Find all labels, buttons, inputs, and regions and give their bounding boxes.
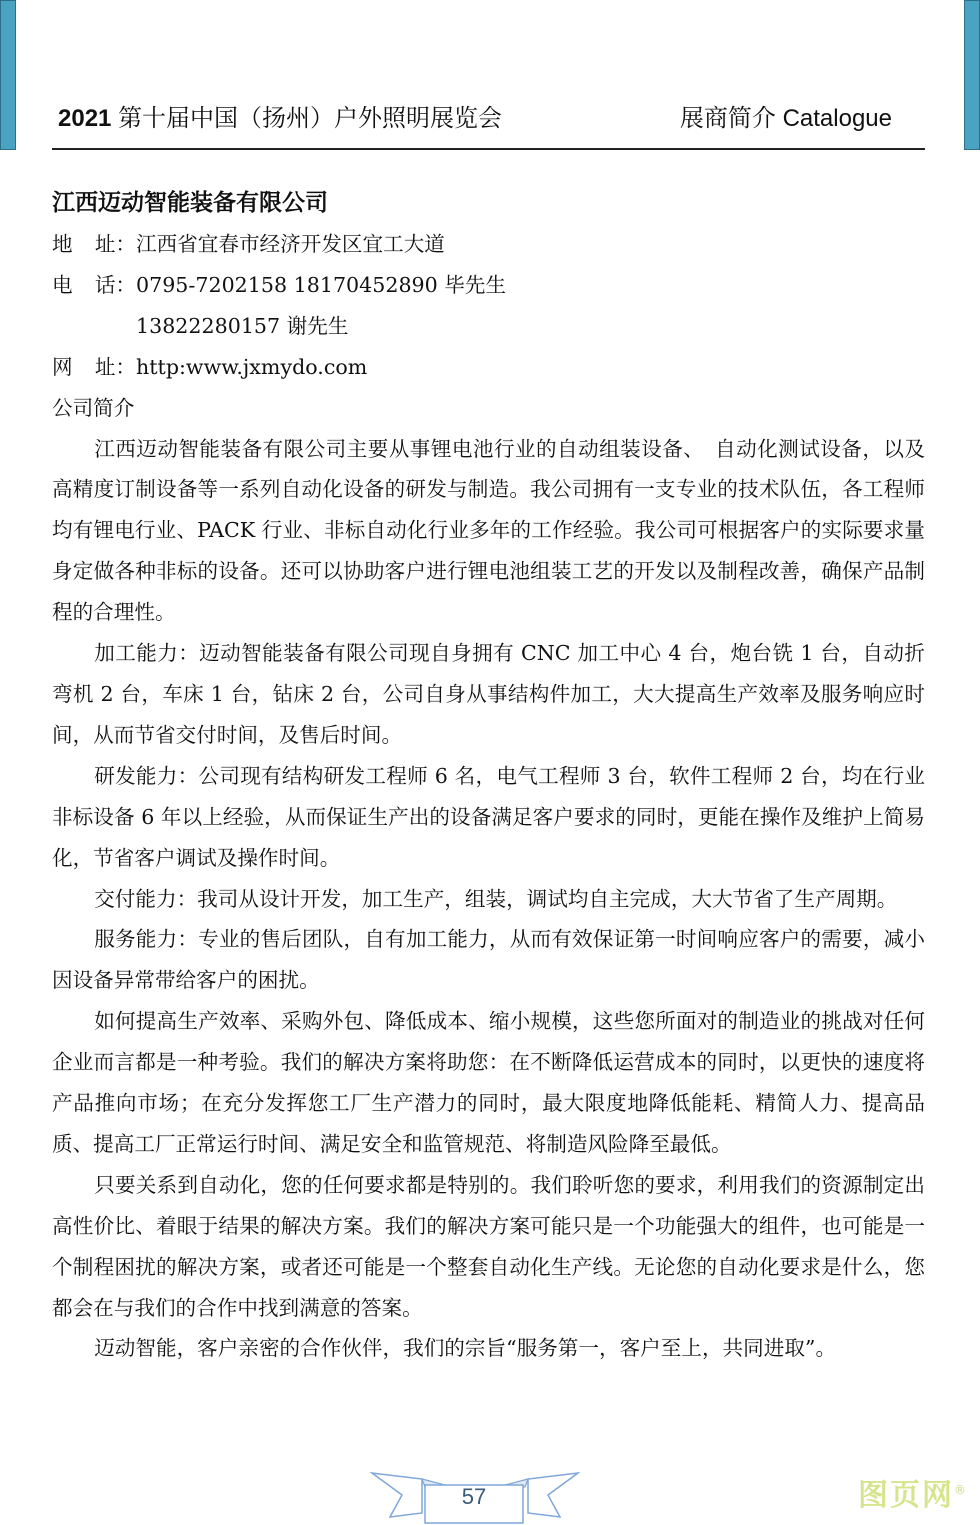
- address-row: [52, 224, 925, 265]
- intro-heading: 公司简介: [52, 395, 135, 420]
- phone-label: 电 话：: [52, 272, 136, 297]
- paragraph: 研发能力：公司现有结构研发工程师 6 名，电气工程师 3 台，软件工程师 2 台，均在行业非标设备 6 年以上经验，从而保证生产出的设备满足客户要求的同时，更能在操作及维护上简易化，节省客户调试及操作时间。: [52, 763, 925, 870]
- page-header: [58, 98, 892, 133]
- address-value: 江西省宜春市经济开发区宜工大道: [136, 232, 445, 256]
- website-row: [52, 347, 925, 388]
- paragraph: 加工能力：迈动智能装备有限公司现自身拥有 CNC 加工中心 4 台，炮台铣 1 台，自动折弯机 2 台，车床 1 台，钻床 2 台，公司自身从事结构件加工，大大提高生产效率及服务响应时间，从而节省交付时间，及售后时间。: [52, 641, 925, 747]
- phone-row-2: [52, 306, 925, 347]
- header-section: 展商简介 Catalogue: [679, 105, 892, 132]
- watermark-logo: 图页网®: [858, 1478, 968, 1513]
- header-year: 2021: [58, 105, 112, 132]
- paragraph: 只要关系到自动化，您的任何要求都是特别的。我们聆听您的要求，利用我们的资源制定出高性价比、着眼于结果的解决方案。我们的解决方案可能只是一个功能强大的组件，也可能是一个制程困扰的解决方案，或者还可能是一个整套自动化生产线。无论您的自动化要求是什么，您都会在与我们的合作中找到满意的答案。: [52, 1172, 925, 1320]
- left-edge-bar: [0, 0, 16, 150]
- paragraph: 如何提高生产效率、采购外包、降低成本、缩小规模，这些您所面对的制造业的挑战对任何企业而言都是一种考验。我们的解决方案将助您：在不断降低运营成本的同时，以更快的速度将产品推向市场；在充分发挥您工厂生产潜力的同时，最大限度地降低能耗、精简人力、提高品质、提高工厂正常运行时间、满足安全和监管规范、将制造风险降至最低。: [52, 1009, 925, 1156]
- header-title: [58, 98, 502, 133]
- paragraph: 服务能力：专业的售后团队，自有加工能力，从而有效保证第一时间响应客户的需要，减小因设备异常带给客户的困扰。: [52, 927, 925, 993]
- phone-value-1: 0795-7202158 18170452890 毕先生: [136, 272, 507, 297]
- paragraph: 交付能力：我司从设计开发，加工生产，组装，调试均自主完成，大大节省了生产周期。: [94, 886, 898, 911]
- page-content: [52, 184, 925, 1369]
- company-name: 江西迈动智能装备有限公司: [52, 190, 328, 216]
- website-value: http:www.jxmydo.com: [136, 354, 368, 379]
- address-label: 地 址：: [52, 232, 136, 256]
- header-divider: [52, 148, 925, 150]
- page-number: 57: [461, 1484, 487, 1509]
- header-event-name: 第十届中国（扬州）户外照明展览会: [118, 105, 503, 132]
- paragraph: 江西迈动智能装备有限公司主要从事锂电池行业的自动组装设备、 自动化测试设备，以及高精度订制设备等一系列自动化设备的研发与制造。我公司拥有一支专业的技术队伍，各工程师均有锂电行业、PACK 行业、非标自动化行业多年的工作经验。我公司可根据客户的实际要求量身定做各种非标的设备。还可以协助客户进行锂电池组装工艺的开发以及制程改善，确保产品制程的合理性。: [52, 436, 925, 625]
- paragraph: 迈动智能，客户亲密的合作伙伴，我们的宗旨“服务第一，客户至上，共同进取”。: [94, 1336, 837, 1361]
- phone-row: [52, 265, 925, 306]
- website-label: 网 址：: [52, 354, 136, 379]
- right-edge-bar: [964, 0, 980, 150]
- phone-value-2: 13822280157 谢先生: [136, 313, 349, 338]
